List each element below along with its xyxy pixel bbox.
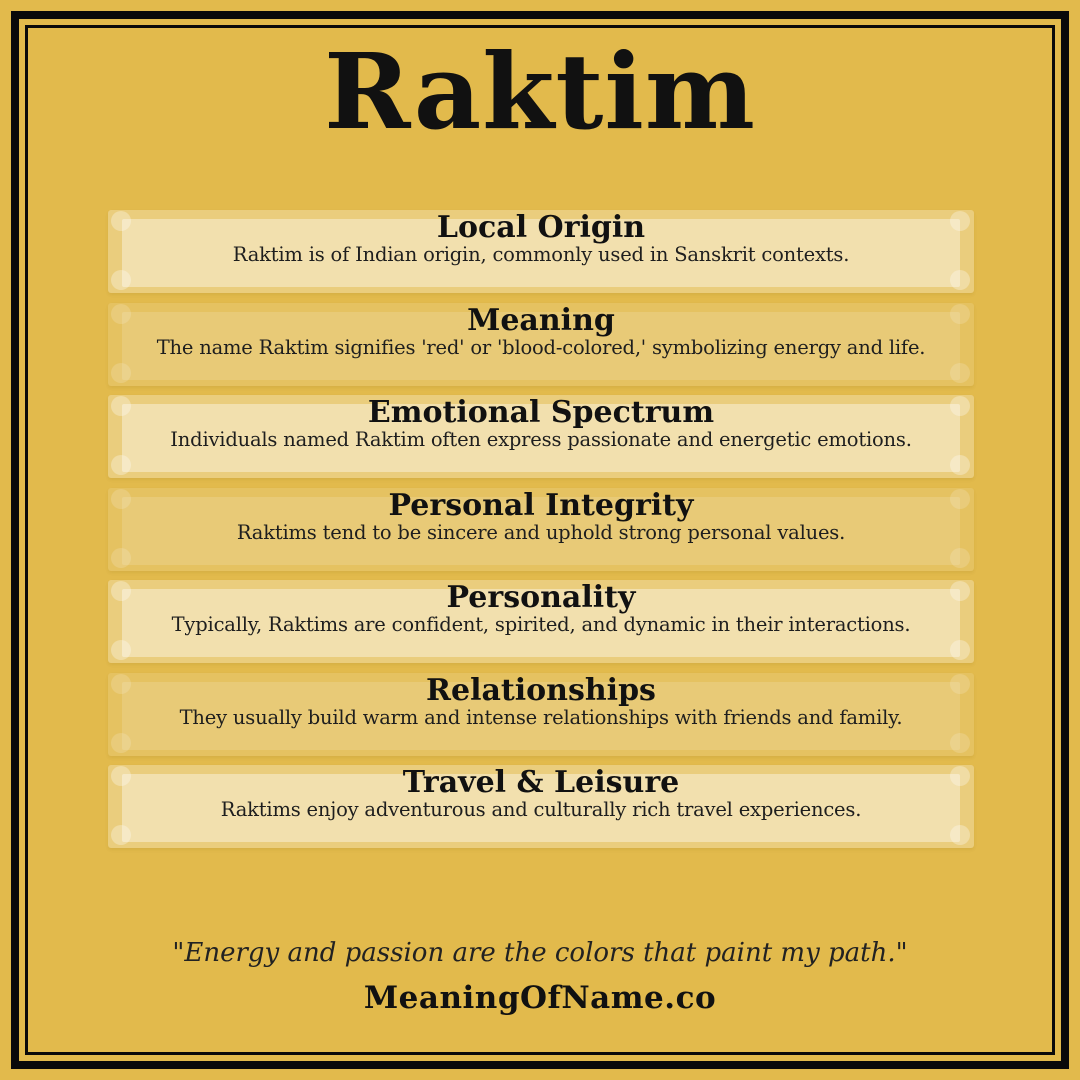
card-content xyxy=(108,395,974,451)
card-content xyxy=(108,765,974,821)
card-title: Local Origin xyxy=(436,210,646,245)
info-card-list xyxy=(108,210,974,848)
card-title: Travel & Leisure xyxy=(402,765,680,800)
card-title: Meaning xyxy=(467,302,615,338)
corner-rivet-icon xyxy=(111,825,131,845)
corner-rivet-icon xyxy=(950,825,970,845)
card-title: Personal Integrity xyxy=(388,487,694,523)
card-description: Raktim is of Indian origin, commonly used in Sanskrit contexts. xyxy=(232,243,850,266)
corner-rivet-icon xyxy=(111,640,131,660)
card-content xyxy=(108,488,974,544)
card-description: Raktims enjoy adventurous and culturally rich travel experiences. xyxy=(220,798,862,821)
card-description: Typically, Raktims are confident, spirited, and dynamic in their interactions. xyxy=(171,613,911,636)
corner-rivet-icon xyxy=(111,548,131,568)
card-description: The name Raktim signifies 'red' or 'blood-colored,' symbolizing energy and life. xyxy=(156,335,926,359)
corner-rivet-icon xyxy=(950,270,970,290)
corner-rivet-icon xyxy=(111,363,131,383)
info-card-local-origin xyxy=(108,210,974,293)
corner-rivet-icon xyxy=(950,548,970,568)
corner-rivet-icon xyxy=(111,455,131,475)
info-card-emotional-spectrum xyxy=(108,395,974,478)
card-description: They usually build warm and intense relationships with friends and family. xyxy=(179,705,903,729)
card-title: Relationships xyxy=(426,672,656,708)
info-card-travel-leisure xyxy=(108,765,974,848)
card-content xyxy=(108,673,974,729)
page-title: Raktim xyxy=(324,30,756,153)
corner-rivet-icon xyxy=(111,270,131,290)
card-description: Individuals named Raktim often express passionate and energetic emotions. xyxy=(170,428,912,451)
card-title: Emotional Spectrum xyxy=(367,395,715,430)
corner-rivet-icon xyxy=(111,733,131,753)
info-card-meaning xyxy=(108,303,974,386)
quote-text: "Energy and passion are the colors that paint my path." xyxy=(172,938,908,968)
info-card-personality xyxy=(108,580,974,663)
info-card-relationships xyxy=(108,673,974,756)
corner-rivet-icon xyxy=(950,363,970,383)
corner-rivet-icon xyxy=(950,640,970,660)
card-content xyxy=(108,580,974,636)
card-description: Raktims tend to be sincere and uphold strong personal values. xyxy=(236,520,846,544)
corner-rivet-icon xyxy=(950,733,970,753)
card-content xyxy=(108,303,974,359)
card-title: Personality xyxy=(446,580,636,615)
corner-rivet-icon xyxy=(950,455,970,475)
info-card-personal-integrity xyxy=(108,488,974,571)
site-name: MeaningOfName.co xyxy=(363,980,717,1016)
card-content xyxy=(108,210,974,266)
